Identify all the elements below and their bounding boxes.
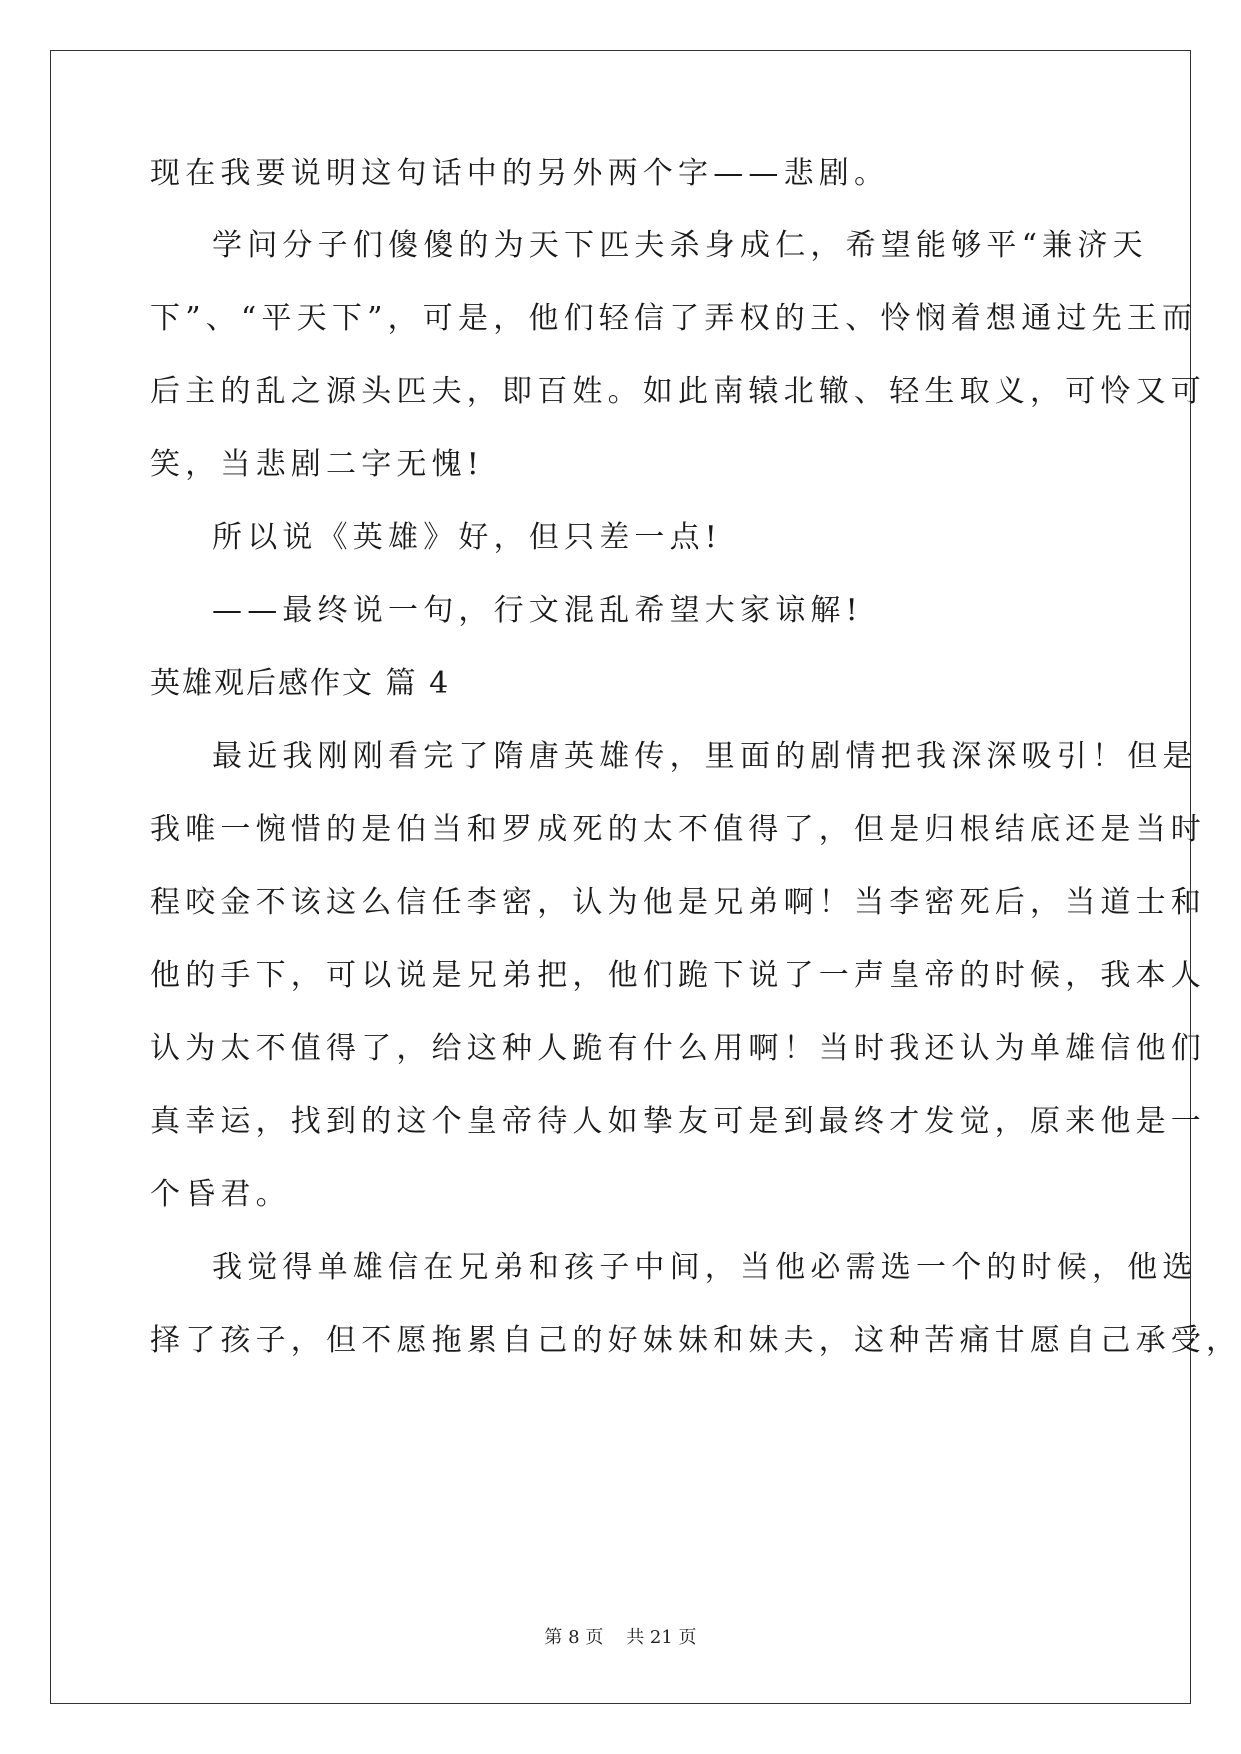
paragraph-line: 现在我要说明这句话中的另外两个字——悲剧。: [150, 156, 890, 191]
paragraph-line: 我唯一惋惜的是伯当和罗成死的太不值得了，但是归根结底还是当时: [150, 812, 1206, 847]
paragraph-line: 下”、“平天下”，可是，他们轻信了弄权的王、怜悯着想通过先王而: [150, 301, 1198, 336]
paragraph-line: 所以说《英雄》好，但只差一点!: [212, 520, 723, 555]
paragraph-line: 个昏君。: [150, 1177, 291, 1212]
paragraph-line: 学问分子们傻傻的为天下匹夫杀身成仁，希望能够平“兼济天: [212, 228, 1148, 263]
paragraph-line: 择了孩子，但不愿拖累自己的好妹妹和妹夫，这种苦痛甘愿自己承受，: [150, 1323, 1241, 1358]
paragraph-line: 最近我刚刚看完了隋唐英雄传，里面的剧情把我深深吸引！但是: [212, 739, 1198, 774]
page-footer-page-number: 第 8 页 共 21 页: [544, 1627, 697, 1648]
paragraph-line: 程咬金不该这么信任李密，认为他是兄弟啊！当李密死后，当道士和: [150, 885, 1206, 920]
paragraph-line: 我觉得单雄信在兄弟和孩子中间，当他必需选一个的时候，他选: [212, 1250, 1198, 1285]
paragraph-line: 真幸运，找到的这个皇帝待人如挚友可是到最终才发觉，原来他是一: [150, 1104, 1206, 1139]
paragraph-line: 认为太不值得了，给这种人跪有什么用啊！当时我还认为单雄信他们: [150, 1031, 1206, 1066]
paragraph-line: ——最终说一句，行文混乱希望大家谅解!: [212, 593, 863, 628]
section-heading: 英雄观后感作文 篇 4: [150, 666, 451, 701]
paragraph-line: 笑，当悲剧二字无愧!: [150, 447, 485, 482]
paragraph-line: 后主的乱之源头匹夫，即百姓。如此南辕北辙、轻生取义，可怜又可: [150, 374, 1206, 409]
paragraph-line: 他的手下，可以说是兄弟把，他们跪下说了一声皇帝的时候，我本人: [150, 958, 1206, 993]
